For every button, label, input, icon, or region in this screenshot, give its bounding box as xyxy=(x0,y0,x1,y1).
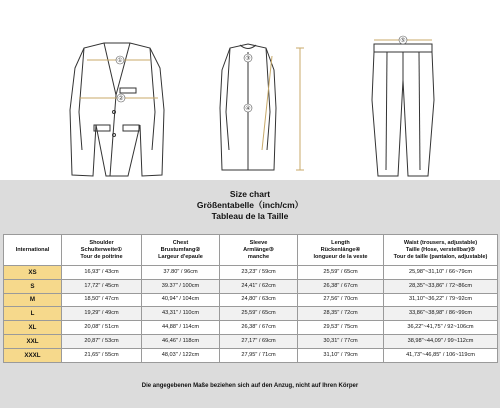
marker-1: ① xyxy=(117,58,123,64)
shoulder-cell: 20,87" / 53cm xyxy=(62,334,142,348)
column-header-line: Tour de taille (pantalon, adjustable) xyxy=(393,253,488,260)
table-row xyxy=(4,334,498,348)
column-header-line: Taille (Hose, verstellbar)⑤ xyxy=(405,246,476,253)
chest-cell: 39.37" / 100cm xyxy=(142,279,220,293)
jacket-back-illustration xyxy=(220,44,304,170)
size-cell: L xyxy=(4,307,62,321)
waist-cell: 28,35"~33,86" / 72~86cm xyxy=(384,279,498,293)
column-header-line: longueur de la veste xyxy=(313,253,368,260)
column-header xyxy=(62,235,142,266)
column-header-line: Length xyxy=(331,239,350,246)
size-cell: M xyxy=(4,293,62,307)
column-header-line: Armlänge③ xyxy=(243,246,274,253)
sleeve-cell: 25,59" / 65cm xyxy=(220,307,298,321)
title-groessentabelle: Größentabelle（inch/cm） xyxy=(196,200,304,210)
shoulder-cell: 18,50" / 47cm xyxy=(62,293,142,307)
chest-cell: 44,88" / 114cm xyxy=(142,321,220,335)
table-row xyxy=(4,321,498,335)
table-row xyxy=(4,266,498,280)
trousers-illustration xyxy=(372,40,434,176)
column-header xyxy=(298,235,384,266)
sleeve-cell: 27,17" / 69cm xyxy=(220,334,298,348)
column-header xyxy=(220,235,298,266)
marker-2: ② xyxy=(118,96,124,102)
column-header xyxy=(384,235,498,266)
chest-cell: 48,03" / 122cm xyxy=(142,348,220,362)
shoulder-cell: 19,29" / 49cm xyxy=(62,307,142,321)
length-cell: 26,38" / 67cm xyxy=(298,279,384,293)
waist-cell: 38,98"~44,09" / 99~112cm xyxy=(384,334,498,348)
marker-3: ③ xyxy=(245,56,251,62)
column-header-line: Waist (trousers, adjustable) xyxy=(403,239,478,246)
length-cell: 28,35" / 72cm xyxy=(298,307,384,321)
title-tableau: Tableau de la Taille xyxy=(211,211,289,221)
length-cell: 30,31" / 77cm xyxy=(298,334,384,348)
size-cell: S xyxy=(4,279,62,293)
chest-cell: 43,31" / 110cm xyxy=(142,307,220,321)
size-cell: XL xyxy=(4,321,62,335)
shoulder-cell: 21,65" / 55cm xyxy=(62,348,142,362)
column-header-line: International xyxy=(15,246,50,253)
sleeve-cell: 27,95" / 71cm xyxy=(220,348,298,362)
waist-cell: 33,86"~38,98" / 86~99cm xyxy=(384,307,498,321)
length-cell: 29,53" / 75cm xyxy=(298,321,384,335)
waist-cell: 36,22"~41,75" / 92~106cm xyxy=(384,321,498,335)
marker-5: ⑤ xyxy=(400,38,406,44)
footer-note: Die angegebenen Maße beziehen sich auf den Anzug, nicht auf Ihren Körper xyxy=(141,383,359,389)
table-row xyxy=(4,348,498,362)
column-header-line: Shoulder xyxy=(89,239,114,246)
waist-cell: 31,10"~36,22" / 79~92cm xyxy=(384,293,498,307)
shoulder-cell: 17,72" / 45cm xyxy=(62,279,142,293)
title-size-chart: Size chart xyxy=(229,189,271,199)
sleeve-cell: 23,23" / 59cm xyxy=(220,266,298,280)
table-header-row xyxy=(4,235,498,266)
table-row xyxy=(4,307,498,321)
column-header-line: Sleeve xyxy=(249,239,268,246)
chest-cell: 40,94" / 104cm xyxy=(142,293,220,307)
length-cell: 25,59" / 65cm xyxy=(298,266,384,280)
marker-4: ④ xyxy=(245,106,251,112)
column-header-line: Tour de poitrine xyxy=(80,253,123,260)
waist-cell: 25,98"~31,10" / 66~79cm xyxy=(384,266,498,280)
size-chart-title xyxy=(0,180,500,227)
table-row xyxy=(4,279,498,293)
column-header xyxy=(142,235,220,266)
column-header-line: Largeur d'epaule xyxy=(158,253,203,260)
chest-cell: 37.80" / 96cm xyxy=(142,266,220,280)
table-row xyxy=(4,293,498,307)
sleeve-cell: 26,38" / 67cm xyxy=(220,321,298,335)
column-header-line: manche xyxy=(247,253,270,260)
shoulder-cell: 16,93" / 43cm xyxy=(62,266,142,280)
waist-cell: 41,73"~46,85" / 106~119cm xyxy=(384,348,498,362)
column-header-line: Brustumfang② xyxy=(160,246,201,253)
length-cell: 31,10" / 79cm xyxy=(298,348,384,362)
column-header-line: Rückenlänge④ xyxy=(320,246,361,253)
size-table xyxy=(3,234,498,363)
sleeve-cell: 24,41" / 62cm xyxy=(220,279,298,293)
size-cell: XXXL xyxy=(4,348,62,362)
sleeve-cell: 24,80" / 63cm xyxy=(220,293,298,307)
size-cell: XS xyxy=(4,266,62,280)
trousers-markers xyxy=(399,36,407,44)
column-header-line: Schulterweite① xyxy=(80,246,123,253)
column-header-line: Chest xyxy=(172,239,189,246)
table-body xyxy=(4,266,498,363)
length-cell: 27,56" / 70cm xyxy=(298,293,384,307)
garment-illustrations xyxy=(0,0,500,180)
column-header xyxy=(4,235,62,266)
chest-cell: 46,46" / 118cm xyxy=(142,334,220,348)
shoulder-cell: 20,08" / 51cm xyxy=(62,321,142,335)
size-cell: XXL xyxy=(4,334,62,348)
